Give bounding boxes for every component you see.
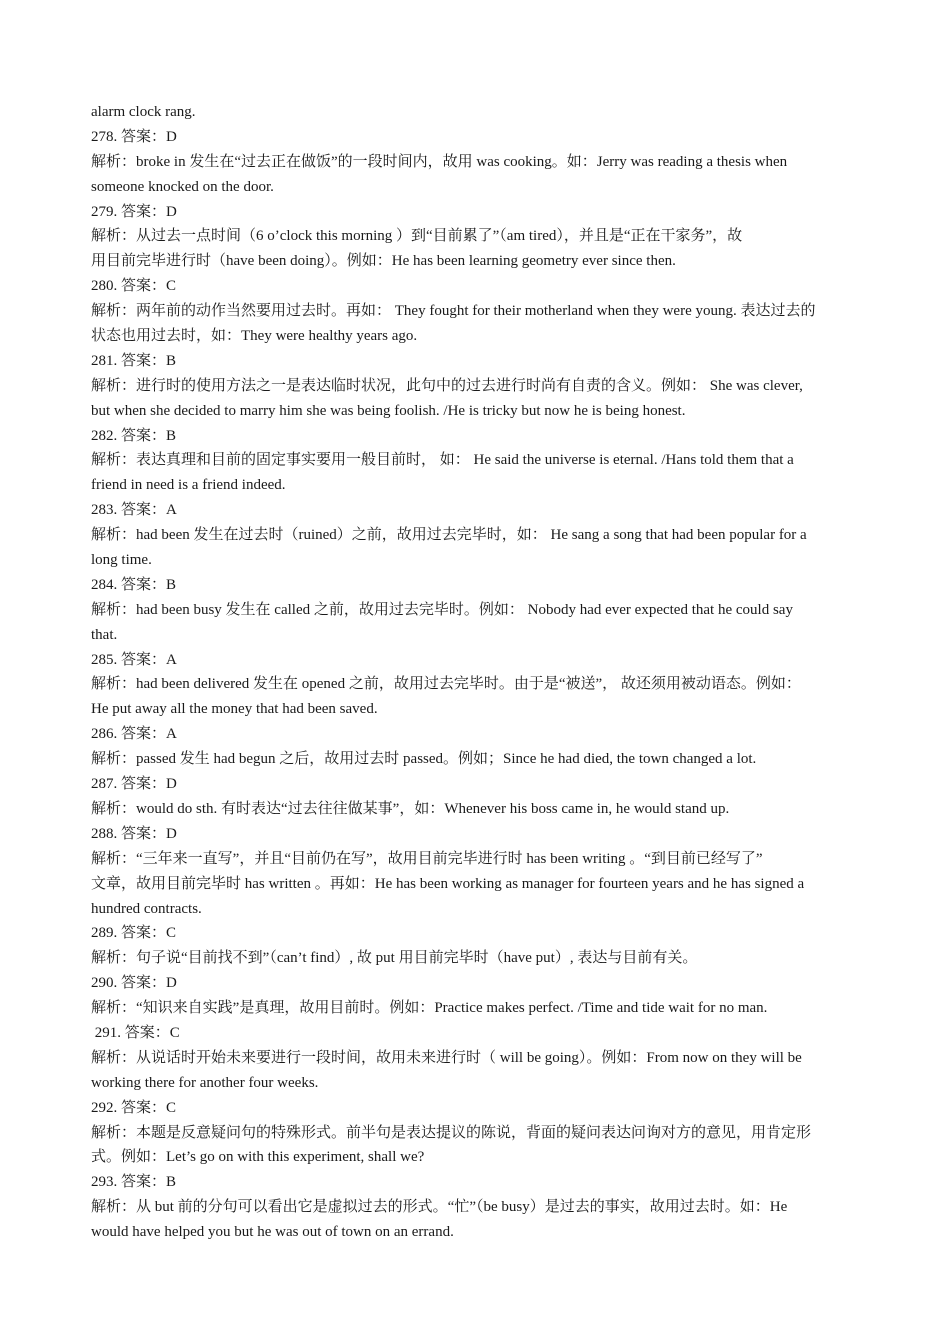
explanation-line: 解析：从 but 前的分句可以看出它是虚拟过去的形式。“忙”（be busy）是过去的事实，故用过去时。如：He [91, 1199, 788, 1216]
explanation-line: 解析：“三年来一直写”，并且“目前仍在写”，故用目前完毕进行时 has been writing 。“到目前已经写了” [91, 850, 763, 867]
explanation-line: friend in need is a friend indeed. [91, 477, 286, 494]
explanation-line: 解析：had been 发生在过去时（ruined）之前，故用过去完毕时，如： He sang a song that had been popular for a [91, 527, 807, 544]
answer-line: 285. 答案：A [91, 651, 177, 668]
explanation-line: 文章，故用目前完毕时 has written 。再如：He has been working as manager for fourteen years and he has signed a [91, 875, 805, 892]
answer-line: 280. 答案：C [91, 278, 177, 295]
explanation-line: 解析：本题是反意疑问句的特殊形式。前半句是表达提议的陈说，背面的疑问表达问询对方的意见，用肯定形 [91, 1124, 812, 1141]
explanation-line: 解析：从过去一点时间（6 o’clock this morning ）到“目前累了”（am tired），并且是“正在干家务”，故 [91, 228, 743, 245]
explanation-line: 式。例如：Let’s go on with this experiment, shall we? [91, 1149, 425, 1166]
explanation-line: 解析：had been delivered 发生在 opened 之前，故用过去完毕时。由于是“被送”， 故还须用被动语态。例如： [91, 676, 801, 693]
answer-line: 279. 答案：D [91, 203, 177, 220]
explanation-line: 用目前完毕进行时（have been doing）。例如：He has been learning geometry ever since then. [91, 253, 676, 270]
explanation-line: 解析：broke in 发生在“过去正在做饭”的一段时间内，故用 was cooking。如：Jerry was reading a thesis when [91, 153, 788, 170]
answer-line: 286. 答案：A [91, 726, 177, 743]
explanation-line: 解析：从说话时开始未来要进行一段时间，故用未来进行时（ will be going）。例如：From now on they will be [91, 1049, 802, 1066]
answer-line: 290. 答案：D [91, 975, 177, 992]
answer-line: 288. 答案：D [91, 825, 177, 842]
explanation-line: 解析：“知识来自实践”是真理，故用目前时。例如：Practice makes perfect. /Time and tide wait for no man. [91, 1000, 768, 1017]
explanation-line: 解析：had been busy 发生在 called 之前，故用过去完毕时。例如： Nobody had ever expected that he could say [91, 601, 793, 618]
explanation-line: 状态也用过去时，如：They were healthy years ago. [91, 328, 418, 345]
answer-line: 278. 答案：D [91, 128, 177, 145]
text-line: alarm clock rang. [91, 104, 196, 120]
explanation-line: would have helped you but he was out of town on an errand. [91, 1224, 454, 1241]
answer-line: 291. 答案：C [91, 1024, 180, 1041]
answer-line: 284. 答案：B [91, 576, 177, 593]
explanation-line: someone knocked on the door. [91, 178, 274, 195]
answer-line: 281. 答案：B [91, 352, 177, 369]
explanation-line: He put away all the money that had been saved. [91, 701, 378, 718]
explanation-line: working there for another four weeks. [91, 1074, 319, 1091]
explanation-line: 解析：进行时的使用方法之一是表达临时状况，此句中的过去进行时尚有自责的含义。例如： She was clever, [91, 377, 803, 394]
explanation-line: that. [91, 626, 118, 643]
explanation-line: hundred contracts. [91, 900, 202, 917]
answer-line: 292. 答案：C [91, 1099, 177, 1116]
explanation-line: long time. [91, 552, 152, 569]
document-page [91, 100, 865, 1245]
answer-line: 293. 答案：B [91, 1174, 177, 1191]
answer-line: 282. 答案：B [91, 427, 177, 444]
explanation-line: 解析：两年前的动作当然要用过去时。再如： They fought for their motherland when they were young. 表达过去的 [91, 303, 816, 320]
answer-line: 287. 答案：D [91, 776, 177, 793]
explanation-line: 解析：would do sth. 有时表达“过去往往做某事”，如：Whenever his boss came in, he would stand up. [91, 800, 730, 817]
explanation-line: 解析：表达真理和目前的固定事实要用一般目前时， 如： He said the universe is eternal. /Hans told them that a [91, 452, 794, 469]
answer-line: 283. 答案：A [91, 502, 177, 519]
explanation-line: but when she decided to marry him she was being foolish. /He is tricky but now he is being honest. [91, 402, 686, 419]
explanation-line: 解析：句子说“目前找不到”（can’t find）, 故 put 用目前完毕时（have put）, 表达与目前有关。 [91, 950, 698, 967]
answer-line: 289. 答案：C [91, 925, 177, 942]
explanation-line: 解析：passed 发生 had begun 之后，故用过去时 passed。例如；Since he had died, the town changed a lot. [91, 751, 757, 768]
